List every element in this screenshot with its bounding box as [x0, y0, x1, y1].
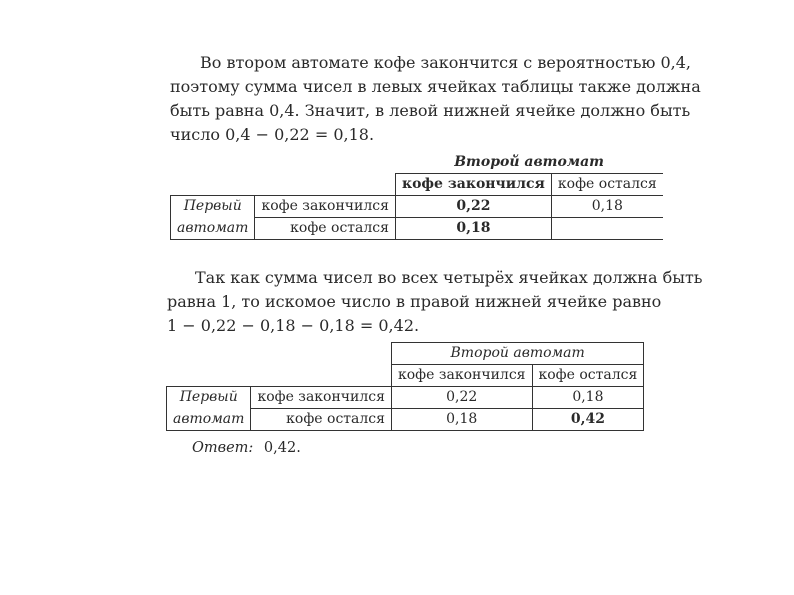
table-2-row-header-2: автомат: [167, 409, 251, 431]
paragraph-1-line-2: поэтому сумма чисел в левых ячейках таблицы также должна: [170, 77, 701, 96]
table-2-cell-r2c2: 0,42: [532, 409, 644, 431]
table-1-row2-label: кофе остался: [255, 218, 396, 240]
table-2-col-header-1: кофе закончился: [391, 365, 532, 387]
table-1-cell-r2c1: 0,18: [395, 218, 551, 240]
table-2-cell-r1c2: 0,18: [532, 387, 644, 409]
answer-value: 0,42.: [263, 440, 301, 456]
table-1-cell-r1c1: 0,22: [395, 196, 551, 218]
table-1-row-header-2: автомат: [171, 218, 255, 240]
paragraph-2-line-2: равна 1, то искомое число в правой нижней ячейке равно: [167, 292, 662, 311]
table-1-cell-r2c2: [551, 218, 662, 240]
table-2-col-header-2: кофе остался: [532, 365, 644, 387]
table-1-cell-r1c2: 0,18: [551, 196, 662, 218]
answer: [192, 440, 301, 456]
paragraph-1-line-1: Во втором автомате кофе закончится с вероятностью 0,4,: [200, 53, 692, 72]
table-2-row-header: Первый: [167, 387, 251, 409]
table-2-cell-r1c1: 0,22: [391, 387, 532, 409]
table-2-header-title: Второй автомат: [391, 343, 643, 365]
table-2-cell-r2c1: 0,18: [391, 409, 532, 431]
paragraph-1-line-4: число 0,4 − 0,22 = 0,18.: [170, 125, 375, 144]
table-1: [170, 152, 663, 240]
paragraph-2-line-1: Так как сумма чисел во всех четырёх ячейках должна быть: [195, 268, 703, 287]
answer-label: Ответ:: [192, 440, 254, 456]
table-1-row-header: Первый: [171, 196, 255, 218]
table-2-row1-label: кофе закончился: [251, 387, 392, 409]
table-1-col-header-1: кофе закончился: [395, 174, 551, 196]
table-1-header-title: Второй автомат: [454, 154, 604, 170]
table-1-row1-label: кофе закончился: [255, 196, 396, 218]
paragraph-2-line-3: 1 − 0,22 − 0,18 − 0,18 = 0,42.: [167, 316, 420, 335]
table-2-row2-label: кофе остался: [251, 409, 392, 431]
paragraph-1-line-3: быть равна 0,4. Значит, в левой нижней ячейке должно быть: [170, 101, 691, 120]
table-1-col-header-2: кофе остался: [551, 174, 662, 196]
table-2: [166, 342, 644, 431]
